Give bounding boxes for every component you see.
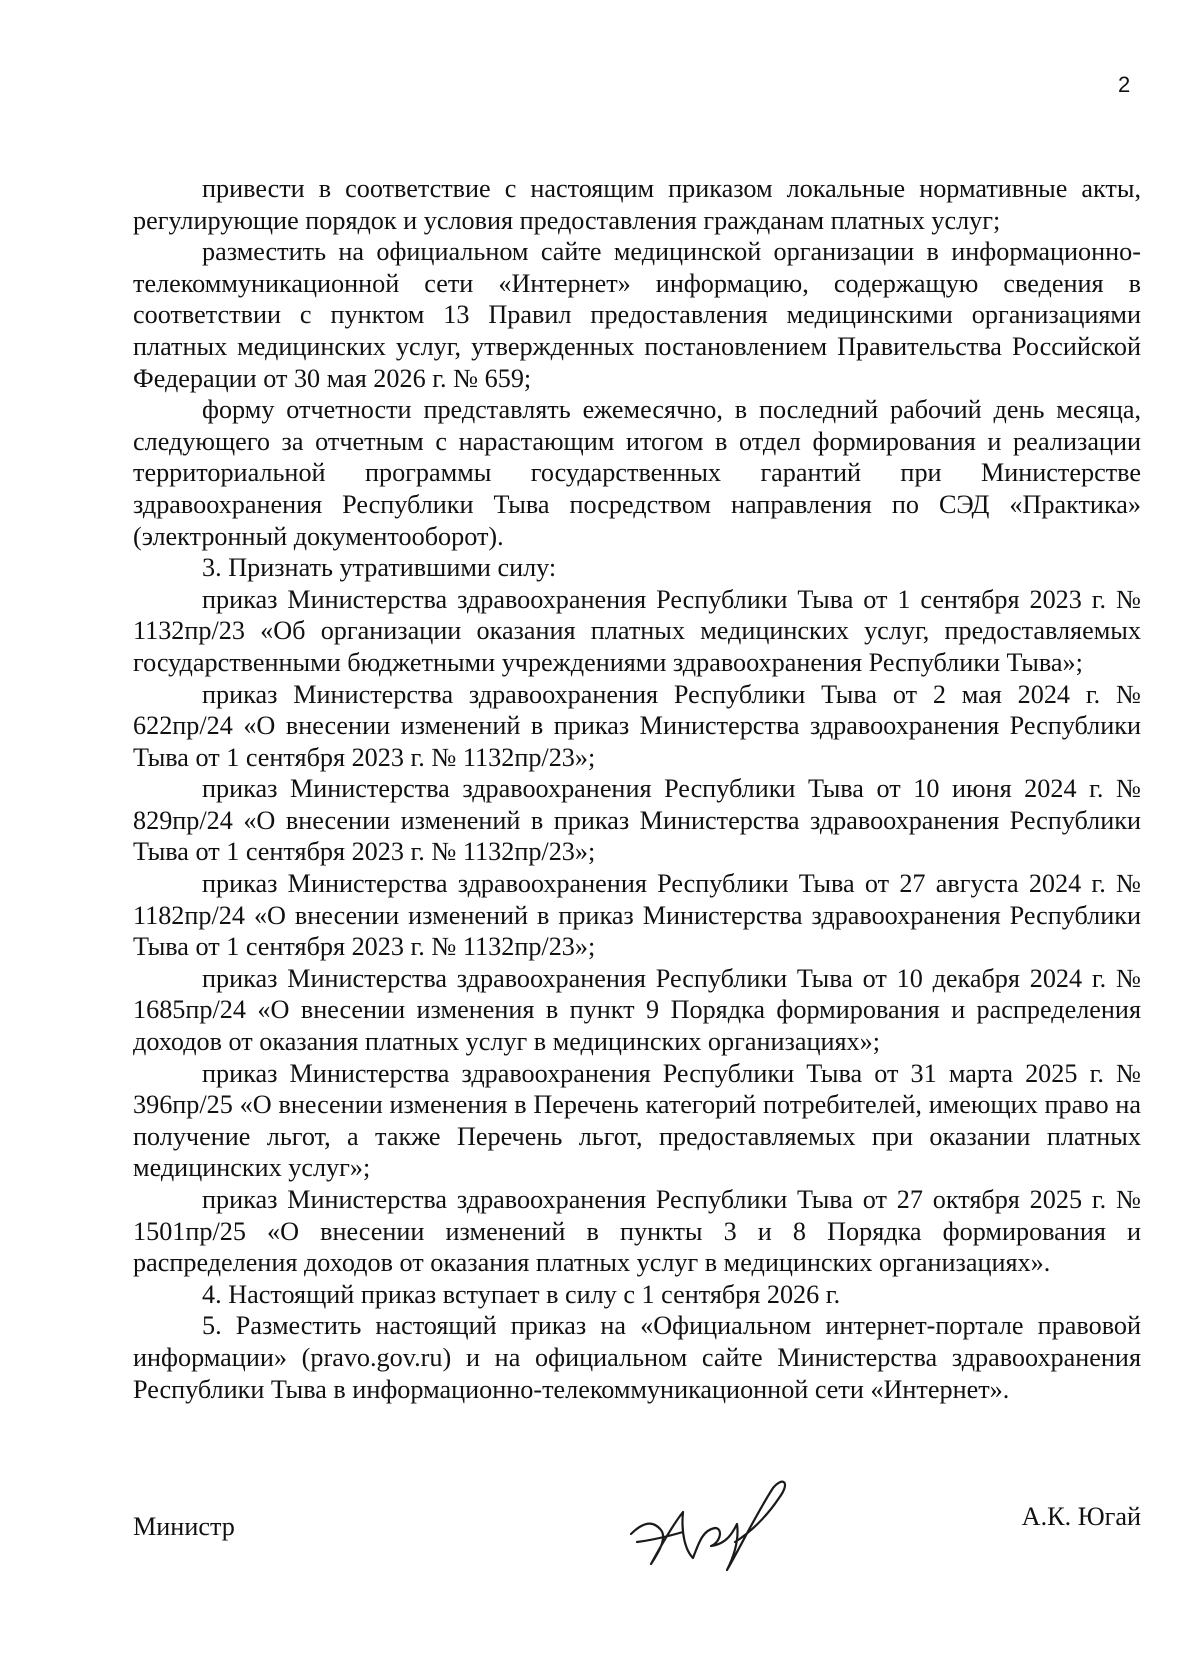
paragraph: приказ Министерства здравоохранения Республики Тыва от 1 сентября 2023 г. № 1132пр/23 «Об организации оказания платных медицинских услуг, предоставляемых государственными бюджетными учреждениями здравоохранения Республики Тыва»;	[133, 584, 1141, 677]
document-body	[133, 173, 1141, 1405]
paragraph: приказ Министерства здравоохранения Республики Тыва от 27 августа 2024 г. № 1182пр/24 «О внесении изменений в приказ Министерства здравоохранения Республики Тыва от 1 сентября 2023 г. № 1132пр/23»;	[133, 869, 1141, 962]
signatory-name: А.К. Югай	[1021, 1502, 1141, 1531]
paragraph: 4. Настоящий приказ вступает в силу с 1 сентября 2026 г.	[202, 1279, 841, 1309]
signature-block	[133, 1502, 1141, 1622]
paragraph: приказ Министерства здравоохранения Республики Тыва от 2 мая 2024 г. № 622пр/24 «О внесении изменений в приказ Министерства здравоохранения Республики Тыва от 1 сентября 2023 г. № 1132пр/23»;	[133, 679, 1141, 772]
signatory-title: Министр	[133, 1512, 235, 1541]
page-number: 2	[1118, 72, 1131, 97]
paragraph: разместить на официальном сайте медицинской организации в информационно-телекоммуникационной сети «Интернет» информацию, содержащую сведения в соответствии с пунктом 13 Правил предоставления медицинскими организациями платных медицинских услуг, утвержденных постановлением Правительства Российской Федерации от 30 мая 2026 г. № 659;	[133, 237, 1141, 393]
handwritten-signature	[623, 1472, 793, 1582]
paragraph: приказ Министерства здравоохранения Республики Тыва от 10 декабря 2024 г. № 1685пр/24 «О внесении изменения в пункт 9 Порядка формирования и распределения доходов от оказания платных услуг в медицинских организациях»;	[133, 963, 1141, 1057]
paragraph: приказ Министерства здравоохранения Республики Тыва от 31 марта 2025 г. № 396пр/25 «О внесении изменения в Перечень категорий потребителей, имеющих право на получение льгот, а также Перечень льгот, предоставляемых при оказании платных медицинских услуг»;	[133, 1058, 1141, 1183]
paragraph: форму отчетности представлять ежемесячно, в последний рабочий день месяца, следующего за отчетным с нарастающим итогом в отдел формирования и реализации территориальной программы государственных гарантий при Министерстве здравоохранения Республики Тыва посредством направления по СЭД «Практика» (электронный документооборот).	[133, 395, 1141, 551]
paragraph: 3. Признать утратившими силу:	[202, 553, 557, 583]
paragraph: привести в соответствие с настоящим приказом локальные нормативные акты, регулирующие порядок и условия предоставления гражданам платных услуг;	[133, 174, 1141, 235]
paragraph: приказ Министерства здравоохранения Республики Тыва от 27 октября 2025 г. № 1501пр/25 «О внесении изменений в пункты 3 и 8 Порядка формирования и распределения доходов от оказания платных услуг в медицинских организациях».	[133, 1185, 1141, 1278]
paragraph: 5. Разместить настоящий приказ на «Официальном интернет-портале правовой информации» (pravo.gov.ru) и на официальном сайте Министерства здравоохранения Республики Тыва в информационно-телекоммуникационной сети «Интернет».	[133, 1311, 1141, 1404]
paragraph: приказ Министерства здравоохранения Республики Тыва от 10 июня 2024 г. № 829пр/24 «О внесении изменений в приказ Министерства здравоохранения Республики Тыва от 1 сентября 2023 г. № 1132пр/23»;	[133, 774, 1141, 867]
